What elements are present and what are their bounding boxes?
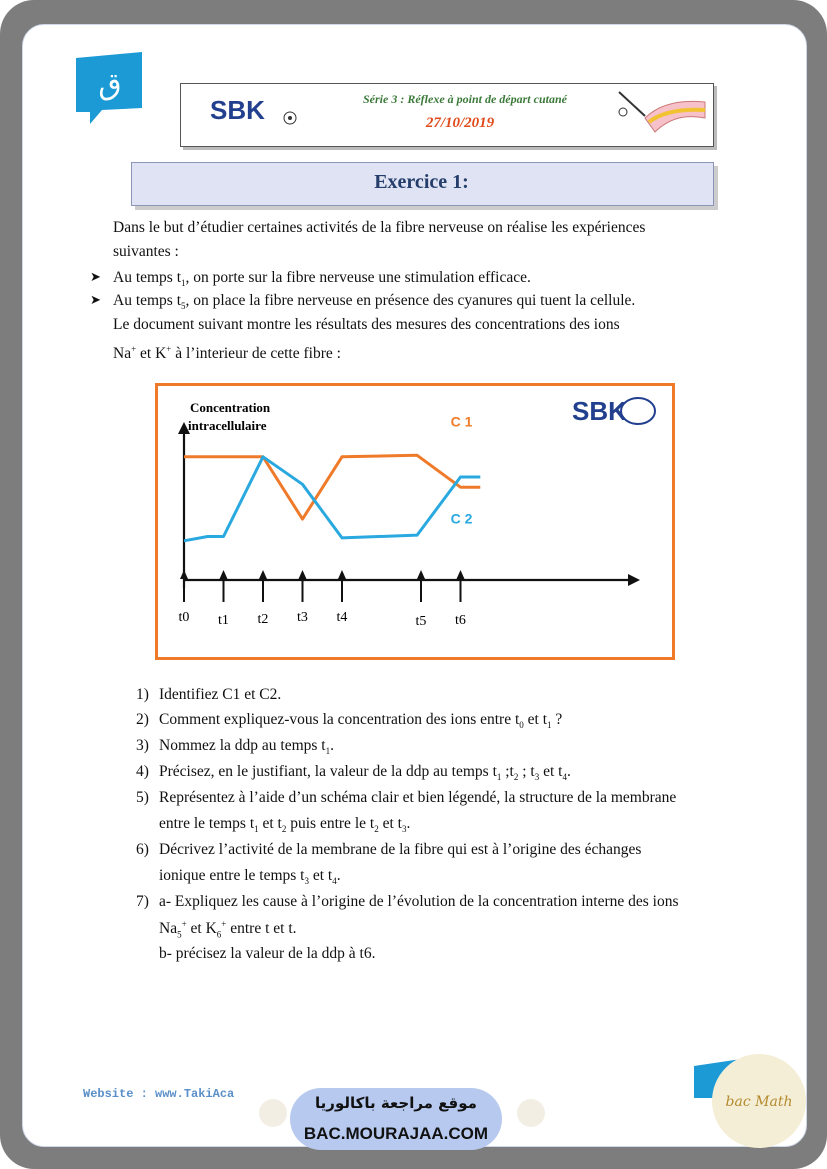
question-number: 2)	[136, 711, 149, 728]
bullet-2: Au temps $t_5$, on place la fibre nerveuse en présence des cyanures qui tuent la cellule.	[113, 292, 636, 312]
series-title: Série 3 : Réflexe à point de départ cutané	[363, 92, 567, 106]
footer-arabic-title: موقع مراجعة باكالوريا	[315, 1094, 477, 1112]
chart-ylabel-line1: Concentration	[190, 400, 271, 415]
question-number: 5)	[136, 789, 149, 806]
chart-tick-label: t2	[257, 612, 269, 627]
question-text-line-2: ionique entre le temps $t_3$ et $t_4$.	[159, 867, 341, 887]
arrow-bullet-icon: ➤	[90, 292, 101, 307]
footer-website: Website : www.TakiAca	[83, 1087, 235, 1101]
question-number: 1)	[136, 686, 149, 703]
reflex-illustration-icon	[615, 88, 707, 138]
question-text: Comment expliquez-vous la concentration des ions entre $t_0$ et $t_1$ ?	[159, 711, 563, 731]
chart-series-label: C 1	[450, 413, 473, 430]
question-text-line-2: entre le temps $t_1$ et $t_2$ puis entre le $t_2$ et $t_3$.	[159, 815, 411, 835]
question-number: 7)	[136, 893, 149, 910]
question-number: 6)	[136, 841, 149, 858]
question-text-line-2: $Na_5^+$ et $K_6^+$ entre t et t.	[159, 919, 297, 940]
question-text: Représentez à l’aide d’un schéma clair et bien légendé, la structure de la membrane	[159, 789, 677, 806]
chart-x-axis-arrow	[628, 574, 640, 586]
exercise-title: Exercice 1:	[374, 171, 469, 193]
header-brand	[210, 95, 265, 126]
chart-time-marker-arrow	[417, 570, 425, 579]
bacmath-text: bac Math	[725, 1094, 793, 1110]
question-text: Précisez, en le justifiant, la valeur de la ddp au temps $t_1$ $;t_2$ ; $t_3$ et $t_4$.	[159, 763, 571, 783]
question-number: 4)	[136, 763, 149, 780]
question-text: Nommez la ddp au temps $t_1$.	[159, 737, 334, 757]
chart-ylabel-line2: intracellulaire	[188, 418, 267, 433]
chart-tick-label: t5	[415, 614, 427, 629]
corner-logo-text: ق	[98, 67, 122, 102]
intro-line-2: suivantes :	[113, 243, 179, 260]
question-number: 3)	[136, 737, 149, 754]
series-date: 27/10/2019	[425, 115, 495, 131]
ball-icon	[282, 110, 298, 126]
chart-tick-label: t0	[178, 610, 190, 625]
chart-series-label: C 2	[450, 510, 473, 527]
question-text: Décrivez l’activité de la membrane de la fibre qui est à l’origine des échanges	[159, 841, 642, 858]
footer-site-link[interactable]: BAC.MOURAJAA.COM	[303, 1124, 489, 1143]
chart-tick-label: t4	[336, 610, 348, 625]
chart-time-marker-arrow	[220, 570, 228, 579]
chart-tick-label: t3	[297, 610, 308, 625]
chart-time-marker-arrow	[259, 570, 267, 579]
concentration-chart	[158, 386, 666, 651]
question-text: Identifiez C1 et C2.	[159, 686, 282, 703]
question-text-line-3: b- précisez la valeur de la ddp à t6.	[159, 945, 376, 962]
intro-line-1: Dans le but d’étudier certaines activités de la fibre nerveuse on réalise les expériences	[113, 219, 646, 236]
chart-time-marker-arrow	[338, 570, 346, 579]
site-logo-icon	[72, 50, 148, 126]
book-logo-icon	[517, 1099, 545, 1127]
intro-line-3: Le document suivant montre les résultats des mesures des concentrations des ions	[113, 316, 620, 333]
header-brand-text: SBK	[210, 95, 265, 125]
chart-time-marker-arrow	[299, 570, 307, 579]
chart-tick-label: t1	[218, 613, 229, 628]
bullet-1: Au temps $t_1$, on porte sur la fibre nerveuse une stimulation efficace.	[113, 269, 531, 289]
chart-time-marker-arrow	[180, 570, 188, 579]
chart-brand-logo	[572, 396, 655, 426]
book-logo-icon	[259, 1099, 287, 1127]
chart-tick-label: t6	[455, 613, 466, 628]
chart-brand-text: SBK	[572, 396, 627, 426]
arrow-bullet-icon: ➤	[90, 269, 101, 284]
chart-time-marker-arrow	[457, 570, 465, 579]
question-text: a- Expliquez les cause à l’origine de l’évolution de la concentration interne des ions	[159, 893, 679, 910]
intro-line-4: Na+ et K+ à l’interieur de cette fibre :	[113, 344, 341, 363]
